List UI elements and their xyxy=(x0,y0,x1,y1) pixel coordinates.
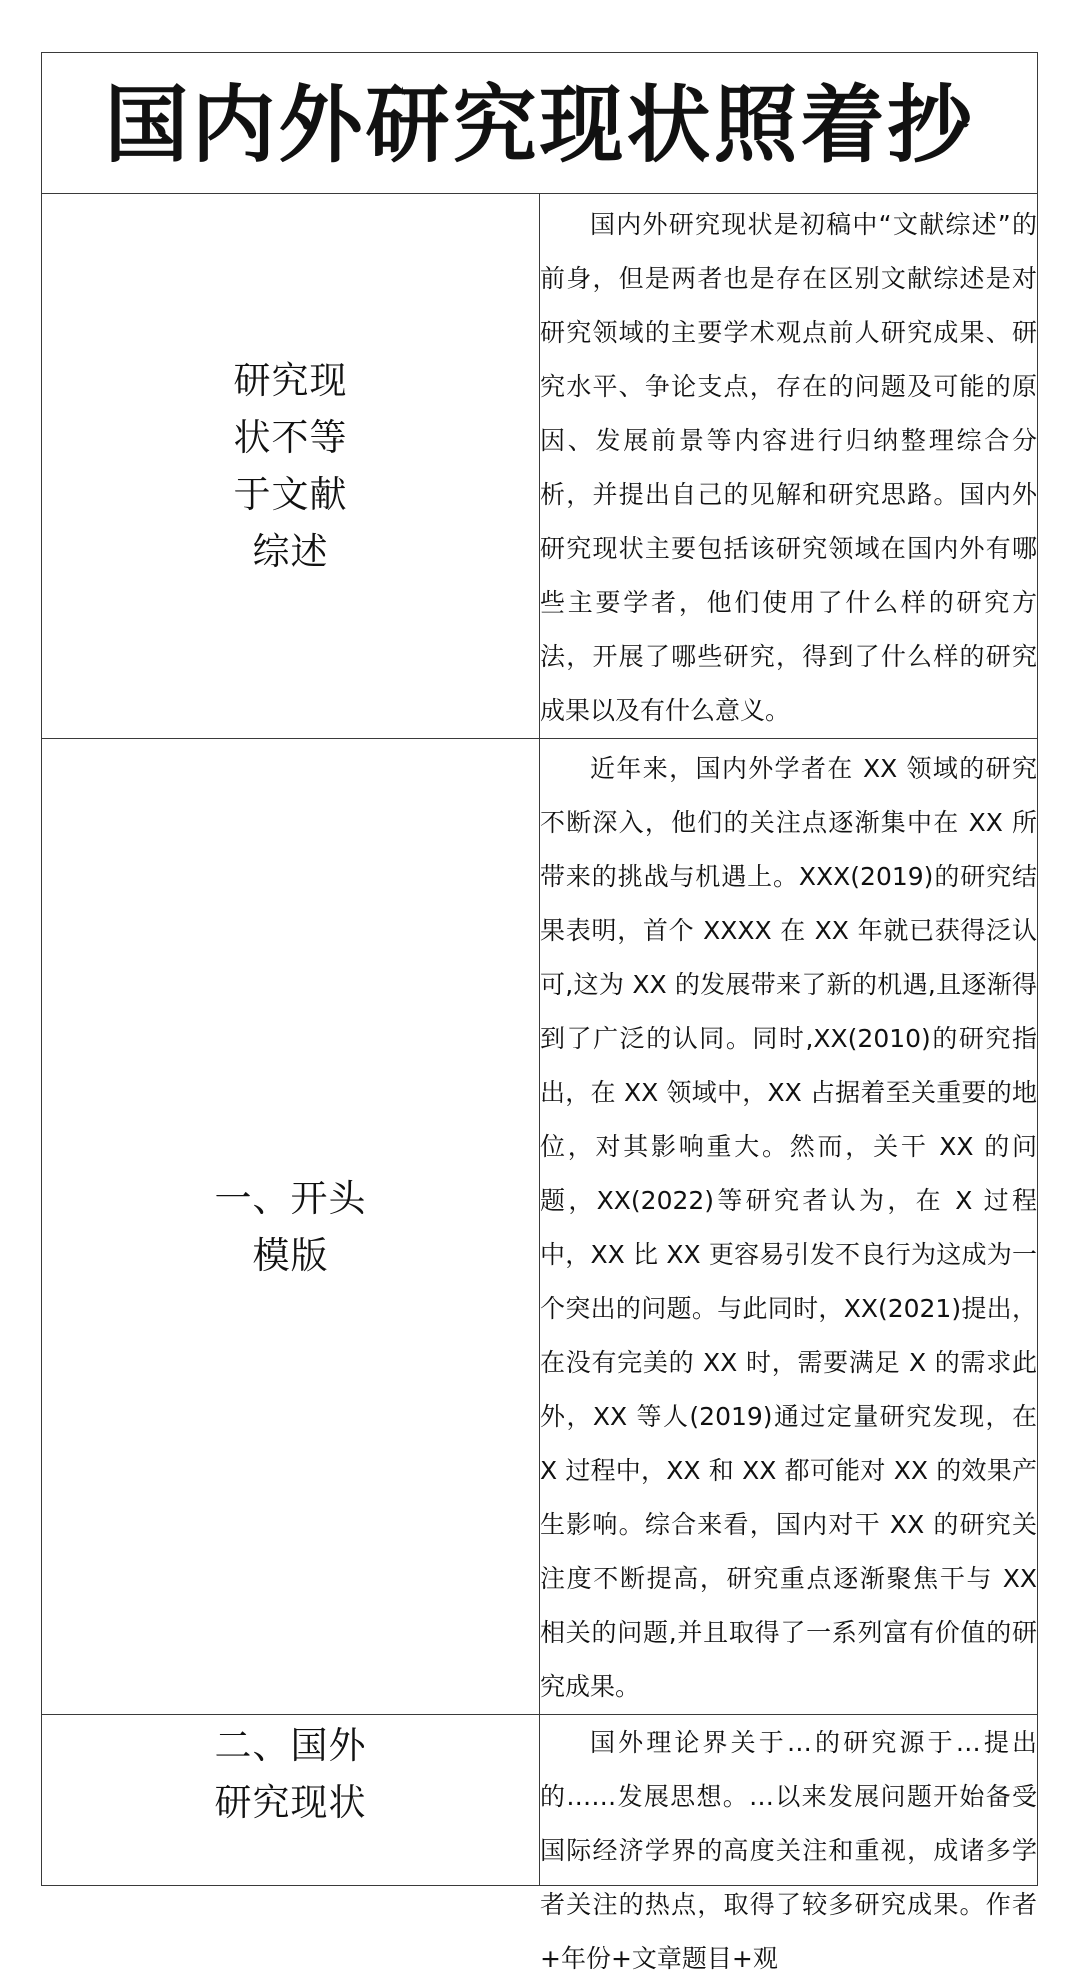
section-body-cell xyxy=(540,194,1038,739)
section-label: 一、开头模版 xyxy=(214,1176,367,1277)
section-body-cell xyxy=(540,739,1038,1715)
title-cell xyxy=(42,53,1038,194)
section-label: 研究现状不等于文献综述 xyxy=(233,359,348,573)
section-row-opening-template xyxy=(42,739,1038,1715)
section-body-cell xyxy=(540,1715,1038,1973)
section-label-cell xyxy=(42,1715,540,1886)
section-body-text: 近年来，国内外学者在 XX 领域的研究不断深入，他们的关注点逐渐集中在 XX 所带来的挑战与机遇上。XXX(2019)的研究结果表明，首个 XXXX 在 XX 年就已获得泛认可,这为 XX 的发展带来了新的机遇,且逐渐得到了广泛的认同。同时,XX(2010)的研究指出，在 XX 领域中，XX 占据着至关重要的地位，对其影响重大。然而，关干 XX 的问题，XX(2022)等研究者认为，在 X 过程中，XX 比 XX 更容易引发不良行为这成为一个突出的问题。与此同时，XX(2021)提出，在没有完美的 XX 时，需要满足 X 的需求此外，XX 等人(2019)通过定量研究发现，在 X 过程中，XX 和 XX 都可能对 XX 的效果产生影响。综合来看，国内对干 XX 的研究关注度不断提高，研究重点逐渐聚焦干与 XX 相关的问题,并且取得了一系列富有价值的研究成果。 xyxy=(540,754,1037,1701)
section-label-cell xyxy=(42,194,540,739)
section-label-cell xyxy=(42,739,540,1715)
section-row-literature-review xyxy=(42,194,1038,739)
page-title: 国内外研究现状照着抄 xyxy=(104,75,975,174)
title-row xyxy=(42,53,1038,194)
section-body-text: 国外理论界关于…的研究源于…提出的……发展思想。…以来发展问题开始备受国际经济学界的高度关注和重视，成诸多学者关注的热点，取得了较多研究成果。作者+年份+文章题目+观 xyxy=(540,1728,1037,1973)
section-row-foreign-research xyxy=(42,1715,1038,1886)
section-body-text: 国内外研究现状是初稿中“文献综述”的前身，但是两者也是存在区别文献综述是对研究领域的主要学术观点前人研究成果、研究水平、争论支点，存在的问题及可能的原因、发展前景等内容进行归纳整理综合分析，并提出自己的见解和研究思路。国内外研究现状主要包括该研究领域在国内外有哪些主要学者，他们使用了什么样的研究方法，开展了哪些研究，得到了什么样的研究成果以及有什么意义。 xyxy=(540,210,1037,725)
section-label: 二、国外研究现状 xyxy=(214,1724,367,1824)
document-table xyxy=(41,52,1038,1973)
